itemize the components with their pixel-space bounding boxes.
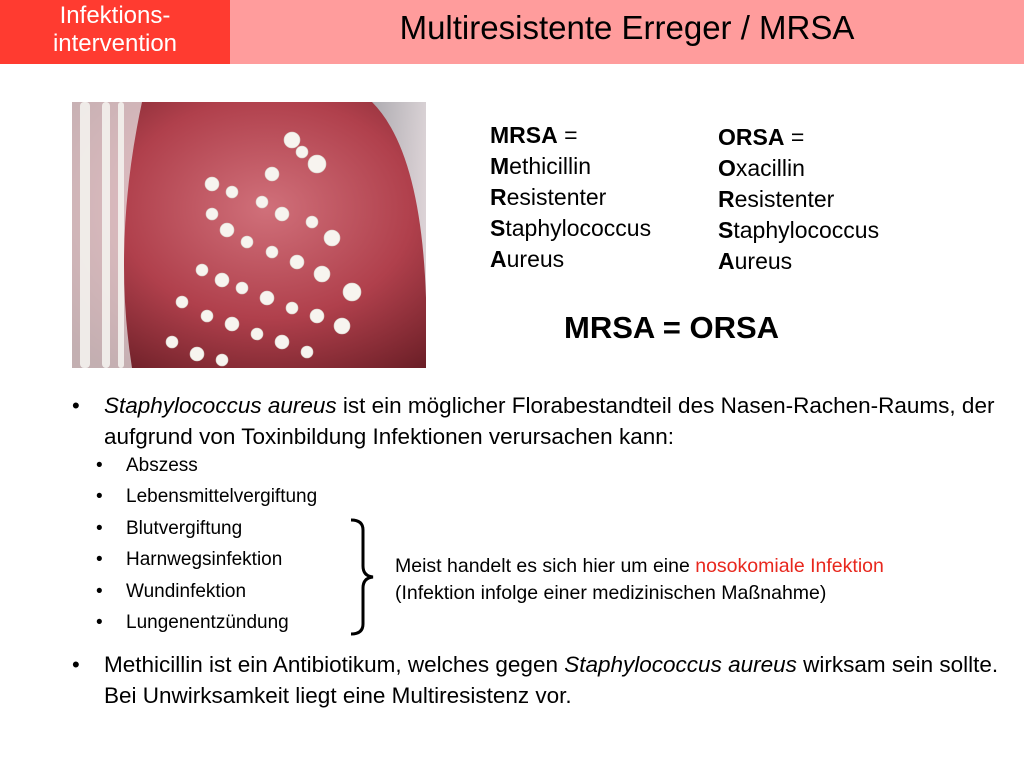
mrsa-initial: R (490, 184, 507, 210)
mrsa-initial: A (490, 246, 507, 272)
list-item (96, 486, 317, 508)
section-tag-line1: Infektions- (59, 2, 171, 29)
methicillin-bullet (72, 649, 1002, 711)
orsa-word: esistenter (734, 186, 835, 212)
bullet-icon: • (96, 518, 103, 539)
orsa-word: taphylococcus (733, 217, 880, 243)
bacterial-colony (310, 309, 324, 323)
orsa-initial: R (718, 186, 735, 212)
bullet-icon: • (96, 549, 103, 570)
mrsa-initial: M (490, 153, 510, 179)
bacterial-colony (266, 246, 278, 258)
bacterial-colony (220, 223, 234, 237)
methicillin-prefix: Methicillin ist ein Antibiotikum, welches gegen (104, 652, 565, 677)
methicillin-suffix: wirksam sein sollte. Bei Unwirksamkeit liegt eine Multiresistenz vor. (104, 652, 999, 708)
orsa-initial: ORSA (718, 124, 785, 150)
note-line2: (Infektion infolge einer medizinischen Maßnahme) (395, 582, 827, 604)
bacterial-colony (190, 347, 204, 361)
mrsa-word: esistenter (506, 184, 607, 210)
bacterial-colony (256, 196, 268, 208)
bacterial-colony (324, 230, 340, 246)
list-item-label: Harnwegsinfektion (126, 549, 283, 570)
orsa-word: xacillin (735, 155, 805, 181)
mrsa-row (490, 151, 651, 182)
orsa-initial: S (718, 217, 734, 243)
bacterial-colony (343, 283, 361, 301)
bacterial-colony (265, 167, 279, 181)
bracket-icon (345, 518, 375, 636)
mrsa-word: = (557, 122, 578, 148)
list-item-label: Lungenentzündung (126, 612, 289, 633)
orsa-definition (718, 122, 879, 277)
mrsa-row (490, 244, 651, 275)
bacterial-colony (166, 336, 178, 348)
orsa-row (718, 153, 879, 184)
orsa-initial: A (718, 248, 735, 274)
bullet-icon: • (72, 652, 80, 677)
list-item (96, 581, 246, 603)
bacterial-colony (225, 317, 239, 331)
page-title: Multiresistente Erreger / MRSA (399, 9, 855, 46)
nosocomial-note (395, 553, 884, 607)
bacterial-colony (201, 310, 213, 322)
bacterial-colony (301, 346, 313, 358)
orsa-row (718, 215, 879, 246)
equation: MRSA = ORSA (564, 310, 780, 345)
bacterial-colony (284, 132, 300, 148)
species-name: Staphylococcus aureus (564, 652, 797, 677)
mrsa-word: ureus (506, 246, 565, 272)
bacterial-colony (196, 264, 208, 276)
note-prefix: Meist handelt es sich hier um eine (395, 555, 696, 577)
bacterial-colony (306, 216, 318, 228)
section-tag (0, 0, 230, 64)
bacterial-colony (236, 282, 248, 294)
bullet-icon: • (96, 486, 103, 507)
list-item (96, 518, 242, 540)
bullet-icon: • (96, 612, 103, 633)
orsa-row (718, 246, 879, 277)
mrsa-row (490, 120, 651, 151)
mrsa-word: taphylococcus (505, 215, 652, 241)
orsa-word: = (784, 124, 805, 150)
bacterial-colony (296, 146, 308, 158)
orsa-row (718, 184, 879, 215)
bacterial-colony (215, 273, 229, 287)
bacterial-colony (176, 296, 188, 308)
bacterial-colony (206, 208, 218, 220)
bacterial-colony (286, 302, 298, 314)
list-item-label: Wundinfektion (126, 581, 247, 602)
orsa-row (718, 122, 879, 153)
species-name: Staphylococcus aureus (104, 393, 337, 418)
list-item-label: Lebensmittelvergiftung (126, 486, 318, 507)
bacterial-colony (205, 177, 219, 191)
bacterial-colony (308, 155, 326, 173)
bacterial-colony (314, 266, 330, 282)
mrsa-definition (490, 120, 651, 275)
intro-bullet (72, 390, 1002, 452)
mrsa-row (490, 182, 651, 213)
note-highlight: nosokomiale Infektion (695, 555, 884, 577)
bacterial-colony (216, 354, 228, 366)
bacterial-colony (290, 255, 304, 269)
section-tag-line2: intervention (52, 30, 178, 57)
bacterial-colony (275, 335, 289, 349)
list-item-label: Abszess (126, 455, 198, 476)
bacterial-colony (260, 291, 274, 305)
bacterial-colony (334, 318, 350, 334)
petri-dish-photo (72, 102, 426, 368)
orsa-word: ureus (734, 248, 793, 274)
mrsa-initial: S (490, 215, 506, 241)
list-item (96, 612, 289, 634)
list-item-label: Blutvergiftung (126, 518, 243, 539)
bullet-icon: • (96, 455, 103, 476)
bacterial-colony (241, 236, 253, 248)
bullet-icon: • (96, 581, 103, 602)
list-item (96, 455, 198, 477)
mrsa-initial: MRSA (490, 122, 558, 148)
bacterial-colony (251, 328, 263, 340)
bullet-icon: • (72, 393, 80, 418)
bacterial-colony (226, 186, 238, 198)
intro-text: ist ein möglicher Florabestandteil des Nasen-Rachen-Raums, der aufgrund von Toxinbildung Infektionen verursachen kann: (104, 393, 995, 449)
orsa-initial: O (718, 155, 736, 181)
list-item (96, 549, 282, 571)
bacterial-colony (275, 207, 289, 221)
mrsa-word: ethicillin (509, 153, 591, 179)
mrsa-row (490, 213, 651, 244)
